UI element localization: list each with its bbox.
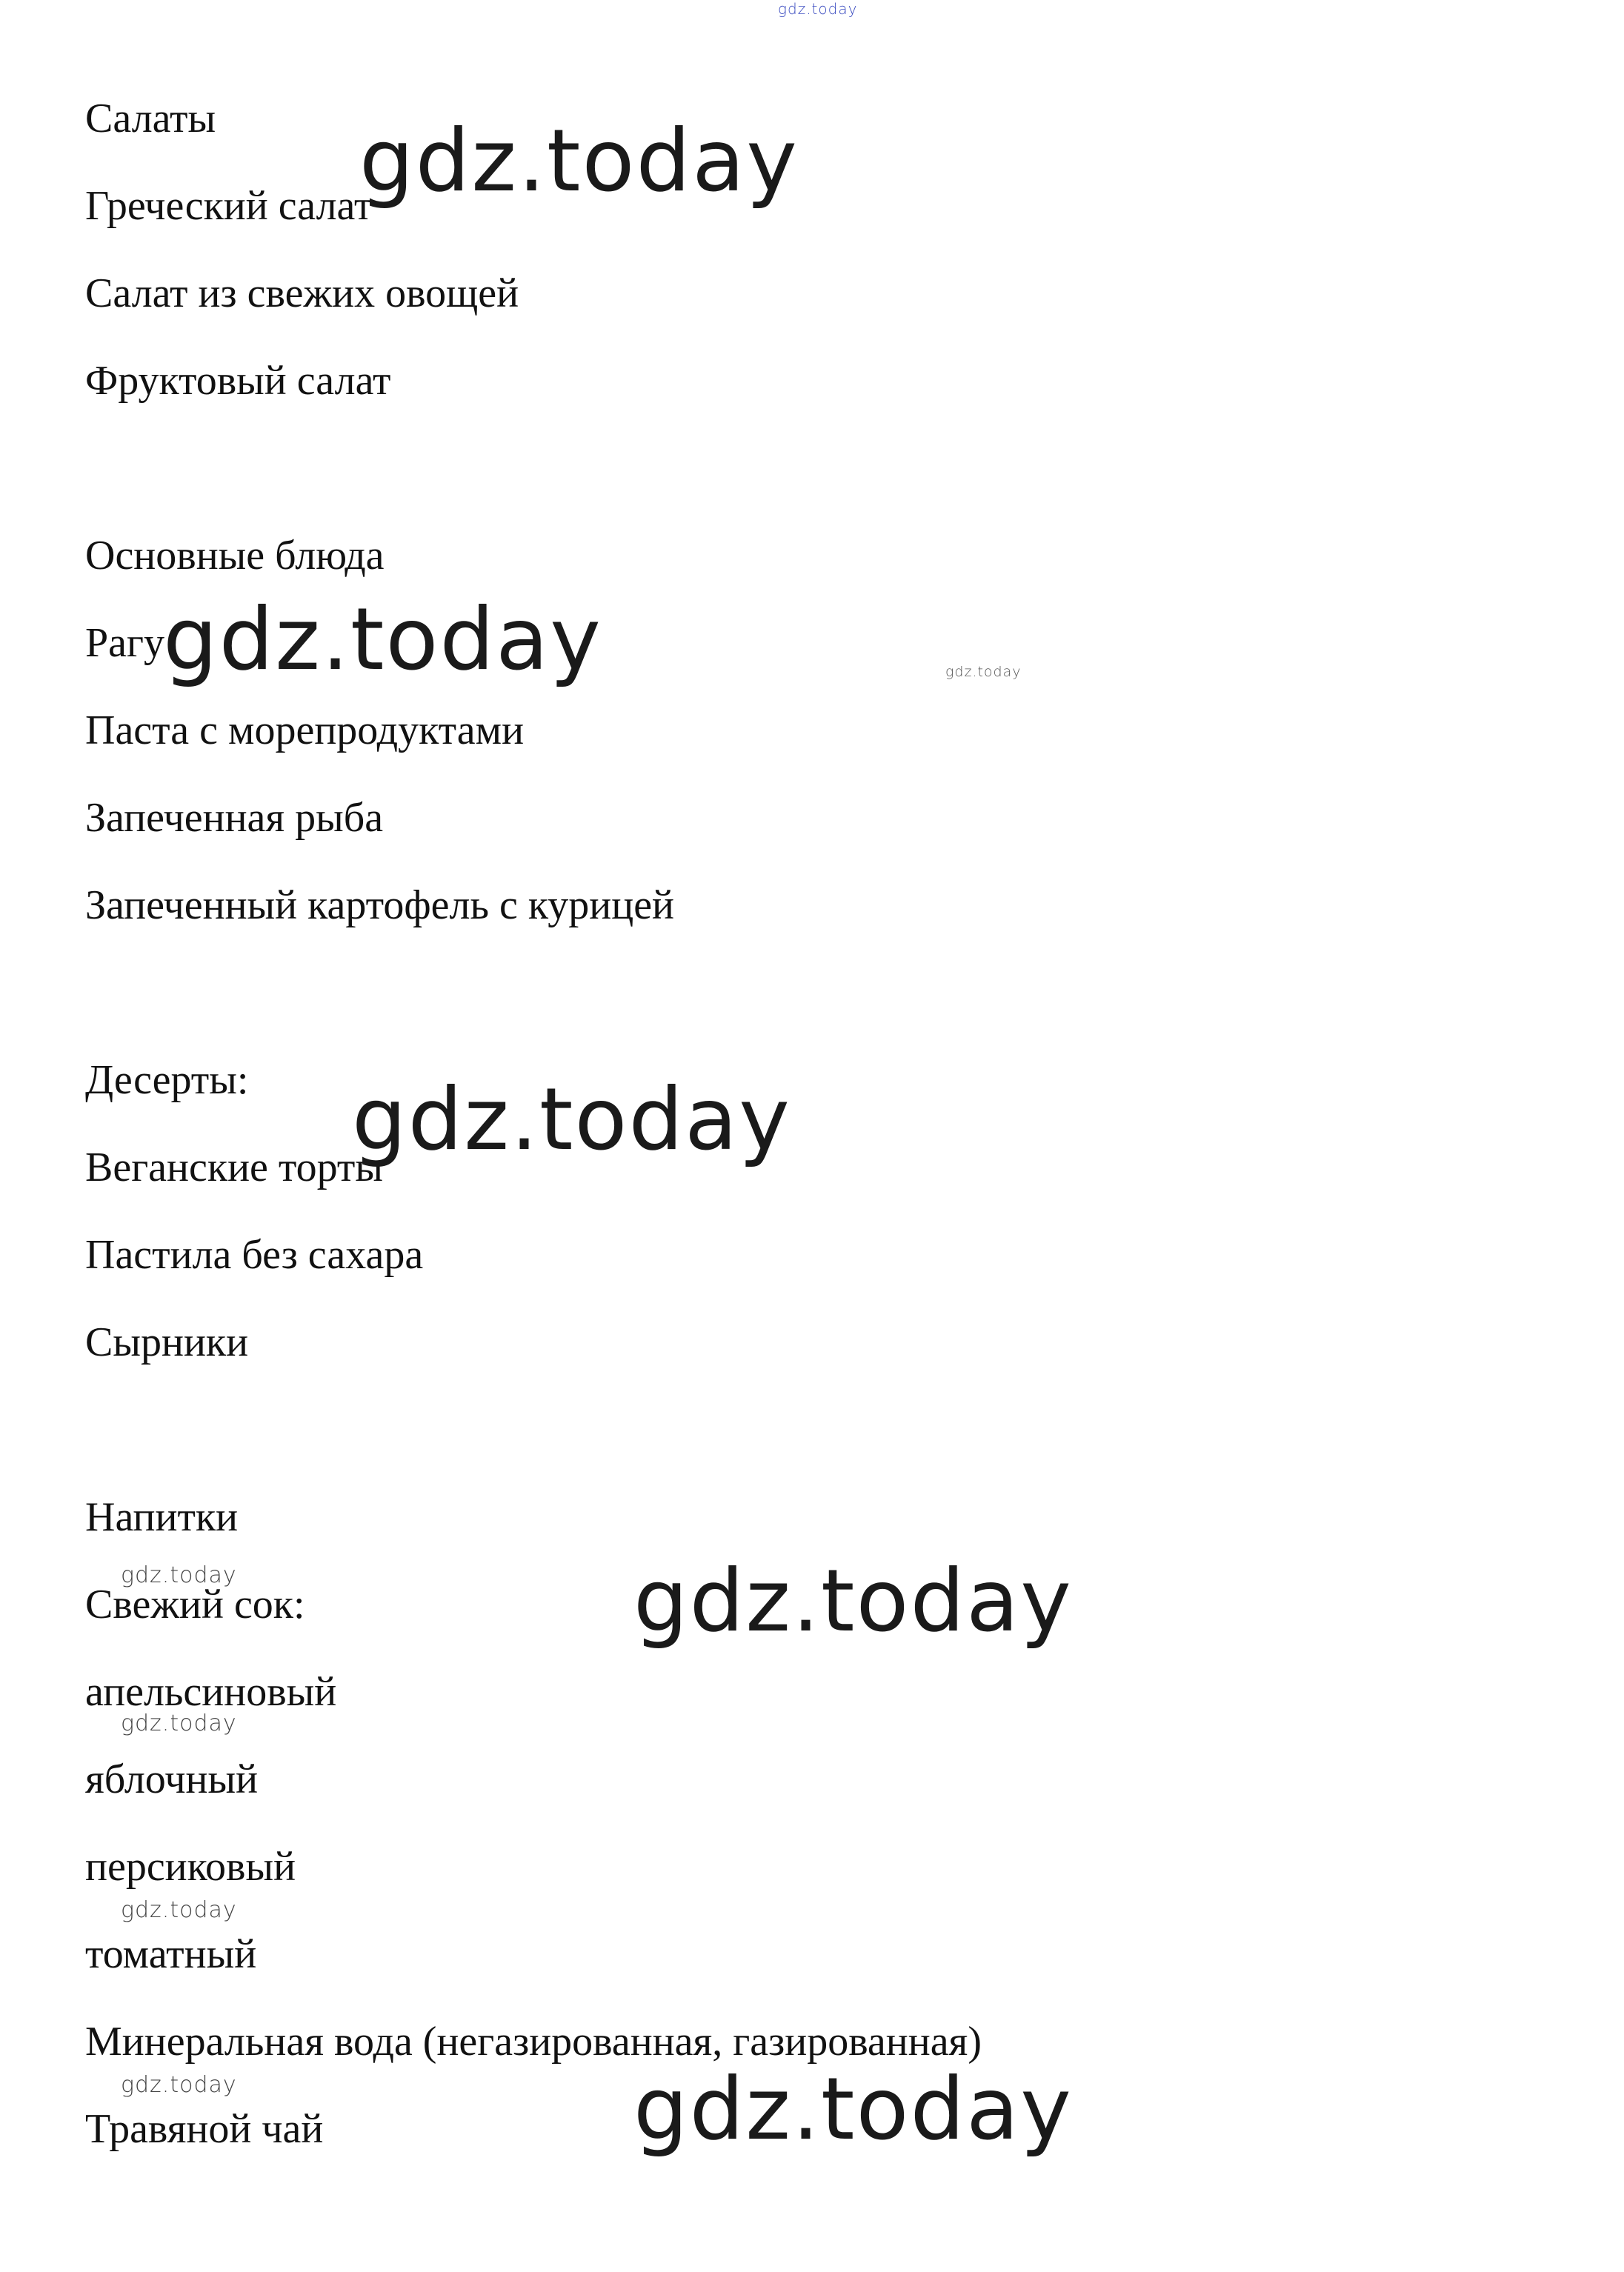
watermark-top: gdz.today — [778, 0, 858, 18]
section-heading-salads: Салаты — [85, 96, 216, 141]
menu-item: Салат из свежих овощей — [85, 270, 519, 316]
menu-item: Травяной чай — [85, 2106, 324, 2152]
watermark-large: gdz.today — [352, 1070, 791, 1170]
menu-item: Сырники — [85, 1319, 249, 1365]
menu-item: Запеченная рыба — [85, 795, 384, 841]
menu-item-juice-label: Свежий сок: — [85, 1582, 305, 1628]
juice-item: персиковый — [85, 1844, 296, 1890]
menu-item: Веганские торты — [85, 1145, 383, 1190]
watermark-small: gdz.today — [121, 1562, 237, 1588]
menu-item: Запеченный картофель с курицей — [85, 882, 675, 928]
watermark-large: gdz.today — [633, 1551, 1073, 1651]
menu-item: Фруктовый салат — [85, 358, 391, 404]
section-heading-mains: Основные блюда — [85, 533, 385, 579]
watermark-small: gdz.today — [121, 1897, 237, 1923]
juice-item: апельсиновый — [85, 1669, 337, 1715]
watermark-large: gdz.today — [163, 590, 602, 690]
section-heading-desserts: Десерты: — [85, 1057, 249, 1103]
menu-item: Греческий салат — [85, 183, 373, 229]
watermark-large: gdz.today — [359, 111, 799, 211]
juice-item: томатный — [85, 1931, 257, 1977]
watermark-large: gdz.today — [633, 2059, 1073, 2159]
section-heading-drinks: Напитки — [85, 1494, 239, 1540]
menu-item: Паста с морепродуктами — [85, 707, 525, 753]
menu-item: Рагу — [85, 620, 164, 666]
menu-item: Минеральная вода (негазированная, газированная) — [85, 2019, 982, 2065]
menu-item: Пастила без сахара — [85, 1232, 424, 1278]
watermark-small: gdz.today — [121, 2072, 237, 2098]
watermark-small: gdz.today — [945, 664, 1022, 680]
juice-item: яблочный — [85, 1756, 259, 1802]
watermark-small: gdz.today — [121, 1710, 237, 1736]
